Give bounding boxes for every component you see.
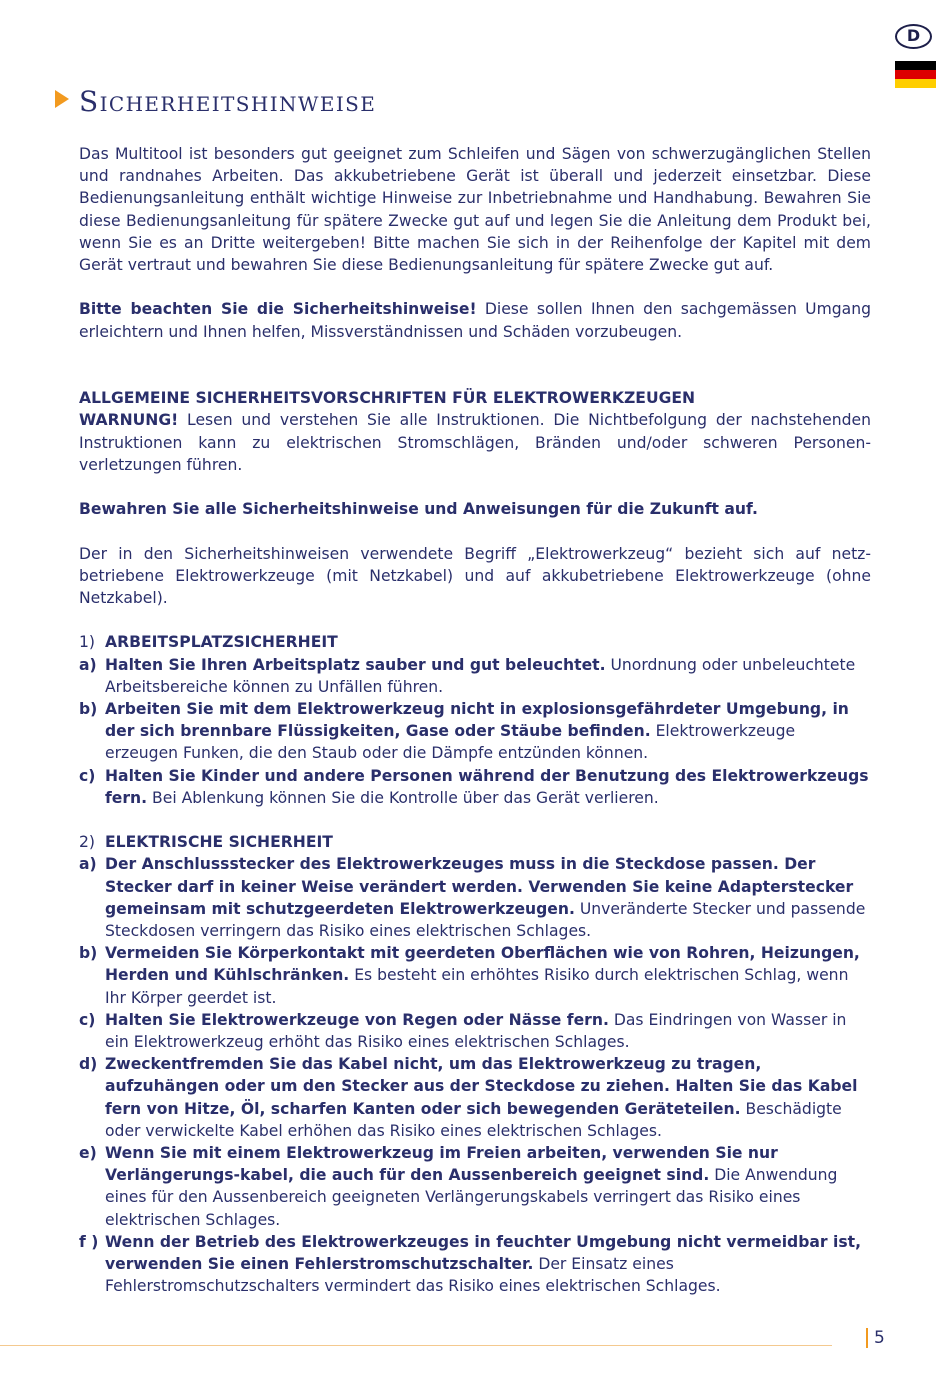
german-flag-icon [895,61,936,88]
title-arrow-icon [55,90,69,108]
list-item: a) Halten Sie Ihren Arbeitsplatz sauber und gut beleuchtet. Unordnung oder unbeleuchtete Arbeitsbereiche können zu Unfällen führen. [79,655,856,696]
list-item: b) Arbeiten Sie mit dem Elektrowerkzeug nicht in explosionsgefährdeter Umgebung, in der sich brennbare Flüssigkeiten, Gase oder Stäube befinden. Elektrowerkzeuge erzeugen Funken, die den Staub oder die Dämpfe entzünden können. [79,699,849,763]
list-item: f ) Wenn der Betrieb des Elektrowerkzeuges in feuchter Umgebung nicht vermeidbar ist, verwenden Sie einen Fehlerstromschutzschalter. Der Einsatz eines Fehlerstromschutzschalters vermindert das Risiko eines elektrischen Schlages. [79,1232,862,1296]
list-item: d) Zweckentfremden Sie das Kabel nicht, um das Elektrowerkzeug zu tragen, aufzuhängen oder um den Stecker aus der Steckdose zu ziehen. Halten Sie das Kabel fern von Hitze, Öl, scharfen Kanten oder sich bewegenden Geräteteilen. Beschädigte oder verwickelte Kabel erhöhen das Risiko eines elektrischen Schlages. [79,1055,858,1140]
general-heading: ALLGEMEINE SICHERHEITSVORSCHRIFTEN FÜR ELEKTROWERKZEUGEN [79,389,696,408]
list-item: b) Vermeiden Sie Körperkontakt mit geerdeten Oberflächen wie von Rohren, Heizungen, Herden und Kühlschränken. Es besteht ein erhöhtes Risiko durch elektrischen Schlag, wenn Ihr Körper geerdet ist. [79,944,860,1007]
intro-paragraph: Das Multitool ist besonders gut geeignet zum Schleifen und Sägen von schwerzugänglichen Stellen und randnahes Arbeiten. Das akkubetriebene Gerät ist überall und jederzeit einsetzbar. Diese Bedienungsanleitung enthält wichtige Hinweise zur Inbetriebnahme und Handhabung. Bewahren Sie diese Bedienungsanleitung für spätere Zwecke gut auf und legen Sie die Anleitung dem Produkt bei, wenn Sie es an Dritte weitergeben! Bitte machen Sie sich in der Reihenfolge der Kapitel mit dem Gerät vertraut und bewahren Sie diese Bedienungsanleitung für spätere Zwecke gut auf. [79,145,871,275]
flag-stripe-black [895,61,936,70]
list-item: e) Wenn Sie mit einem Elektrowerkzeug im Freien arbeiten, verwenden Sie nur Verlängerungs-kabel, die auch für den Aussenbereich geeignet sind. Die Anwendung eines für den Aussenbereich geeigneten Verlängerungskabels verringert das Risiko eines elektrischen Schlages. [79,1144,838,1229]
list-item: a) Der Anschlussstecker des Elektrowerkzeuges muss in die Steckdose passen. Der Stecker darf in keiner Weise verändert werden. Verwenden Sie keine Adapterstecker gemeinsam mit schutzgeerdeten Elektrowerkzeugen. Unveränderte Stecker und passende Steckdosen verringern das Risiko eines elektrischen Schlages. [79,855,866,940]
main-content [79,143,871,1297]
notice-paragraph [79,298,871,342]
warning-bold: WARNUNG! [79,411,179,430]
notice-text: Diese sollen Ihnen den sachgemässen Umgang erleichtern und Ihnen helfen, Missverständnissen und Schäden vorzubeugen. [79,300,871,341]
page-number-bar [866,1328,868,1348]
list-item: c) Halten Sie Kinder und andere Personen während der Benutzung des Elektrowerkzeugs fern. Bei Ablenkung können Sie die Kontrolle über das Gerät verlieren. [79,766,869,807]
section-heading-electrical: 2) ELEKTRISCHE SICHERHEIT [79,831,871,853]
notice-bold: Bitte beachten Sie die Sicherheitshinweise! [79,300,477,319]
section-number: 2) [79,833,96,852]
flag-stripe-red [895,70,936,79]
list-item: c) Halten Sie Elektrowerkzeuge von Regen oder Nässe fern. Das Eindringen von Wasser in ein Elektrowerkzeug erhöht das Risiko eines elektrischen Schlages. [79,1010,847,1052]
section-heading-workplace: 1) ARBEITSPLATZSICHERHEIT [79,631,871,653]
definition-paragraph: Der in den Sicherheitshinweisen verwendete Begriff „Elektrowerkzeug“ bezieht sich auf netz-betriebene Elektrowerkzeuge (mit Netzkabel) und auf akkubetriebene Elektrowerkzeuge (ohne Netzkabel). [79,544,871,607]
country-badge: D [895,24,932,49]
warning-text: Lesen und verstehen Sie alle Instruktionen. Die Nichtbefolgung der nachstehenden Instruktionen kann zu elektrischen Stromschlägen, Bränden und/oder schweren Personen-verletzungen führen. [79,411,871,474]
warning-paragraph [79,409,871,476]
page-number: 5 [874,1328,885,1348]
flag-stripe-gold [895,79,936,88]
footer-divider [0,1345,832,1346]
keep-instructions: Bewahren Sie alle Sicherheitshinweise und Anweisungen für die Zukunft auf. [79,500,758,519]
page-title: Sicherheitshinweise [79,85,377,118]
section-number: 1) [79,633,96,652]
